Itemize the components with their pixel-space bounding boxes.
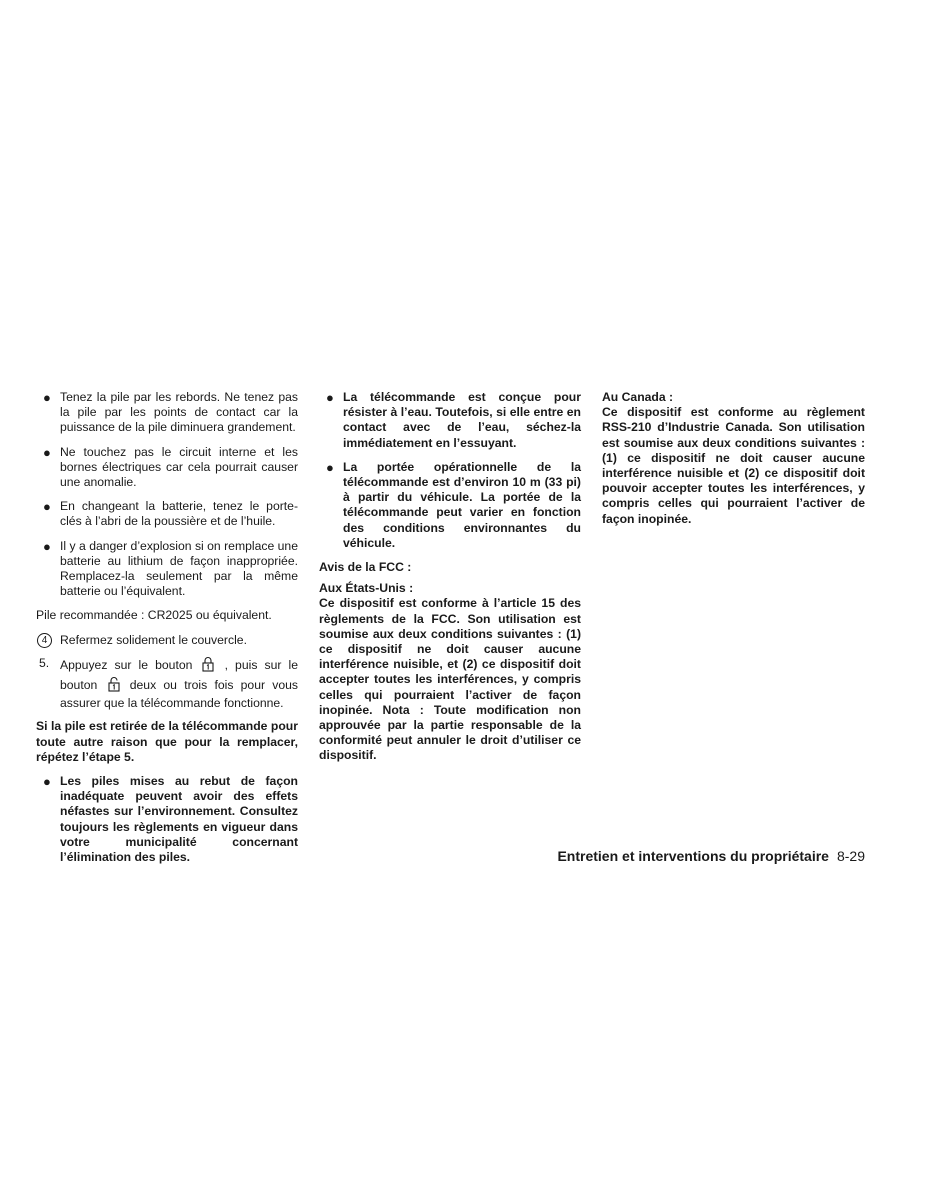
step-text: Refermez solidement le couvercle.	[60, 632, 247, 647]
step-number-circle: 4	[37, 633, 52, 648]
page-footer	[540, 848, 865, 864]
step-text-part3: deux ou trois fois pour vous assurer que la télécommande fonctionne.	[60, 678, 298, 711]
bullet-icon: ●	[43, 774, 51, 790]
list-item	[36, 390, 298, 436]
canada-text: Ce dispositif est conforme au règlement RSS-210 d’Industrie Canada. Son utilisation est soumise aux deux conditions suivantes : (1) ce dispositif ne doit causer aucune interférence nuisible et (2) ce dispositif doit pouvoir accepter toutes les interférences, y compris celles qui pourraient l’activer de façon inopinée.	[602, 405, 865, 526]
list-item	[319, 390, 581, 451]
bullet-text: Tenez la pile par les rebords. Ne tenez pas la pile par les points de contact car la puissance de la pile diminuera grandement.	[60, 390, 298, 435]
bullet-text: Les piles mises au rebut de façon inadéquate peuvent avoir des effets néfastes sur l’environnement. Consultez toujours les règlements en vigueur dans votre municipalité concernant l’élimination des piles.	[60, 774, 298, 865]
battery-note: Pile recommandée : CR2025 ou équivalent.	[36, 608, 272, 623]
list-item	[319, 460, 581, 551]
list-item	[36, 539, 298, 600]
bullet-icon: ●	[43, 390, 51, 405]
bullet-text: En changeant la batterie, tenez le porte-clés à l’abri de la poussière et de l’huile.	[60, 499, 298, 529]
list-item	[36, 445, 298, 491]
fcc-heading: Avis de la FCC :	[319, 560, 412, 575]
bullet-icon: ●	[43, 444, 51, 460]
canada-heading: Au Canada :	[602, 390, 674, 404]
bullet-text: Ne touchez pas le circuit interne et les bornes électriques car cela pourrait causer une anomalie.	[60, 444, 298, 490]
column-middle	[319, 390, 581, 773]
bullet-icon: ●	[326, 390, 334, 405]
step-number: 5.	[39, 655, 50, 670]
us-text: Ce dispositif est conforme à l’article 15 des règlements de la FCC. Son utilisation est soumise aux deux conditions suivantes : (1) ce dispositif ne doit causer aucune interférence nuisible, et (2) ce dispositif doit accepter toutes les interférences, y compris celles qui pourraient l’activer de façon inopinée. Nota : Toute modification non approuvée par la partie responsable de la conformité peut annuler le droit d’utiliser ce dispositif.	[319, 596, 581, 763]
step-text-part1: Appuyez sur le bouton	[60, 657, 193, 672]
section-title: Entretien et interventions du propriétaire	[557, 848, 829, 864]
step-text-part2: , puis sur le bouton	[60, 657, 298, 693]
bullet-icon: ●	[43, 538, 51, 554]
page-number: 8-29	[836, 848, 865, 864]
list-item	[36, 774, 298, 865]
bullet-text: La télécommande est conçue pour résister à l’eau. Toutefois, si elle entre en contact avec de l’eau, séchez-la immédiatement en l’essuyant.	[343, 390, 581, 450]
unlock-button-icon	[107, 676, 121, 696]
step-5	[36, 656, 298, 712]
column-left	[36, 390, 298, 874]
repeat-note: Si la pile est retirée de la télécommande pour toute autre raison que pour la remplacer, répétez l’étape 5.	[36, 719, 298, 764]
column-right	[602, 390, 865, 536]
step-4	[36, 633, 298, 648]
bullet-icon: ●	[326, 459, 334, 475]
bullet-text: Il y a danger d’explosion si on remplace une batterie au lithium de façon inappropriée. Remplacez-la seulement par la même batterie ou l’équivalent.	[60, 538, 298, 599]
list-item	[36, 499, 298, 529]
lock-button-icon	[201, 656, 215, 676]
bullet-icon: ●	[43, 499, 51, 515]
bullet-text: La portée opérationnelle de la télécommande est d’environ 10 m (33 pi) à partir du véhicule. La portée de la télécommande peut varier en fonction des conditions environnantes du véhicule.	[343, 459, 581, 550]
us-heading: Aux États-Unis :	[319, 581, 414, 596]
